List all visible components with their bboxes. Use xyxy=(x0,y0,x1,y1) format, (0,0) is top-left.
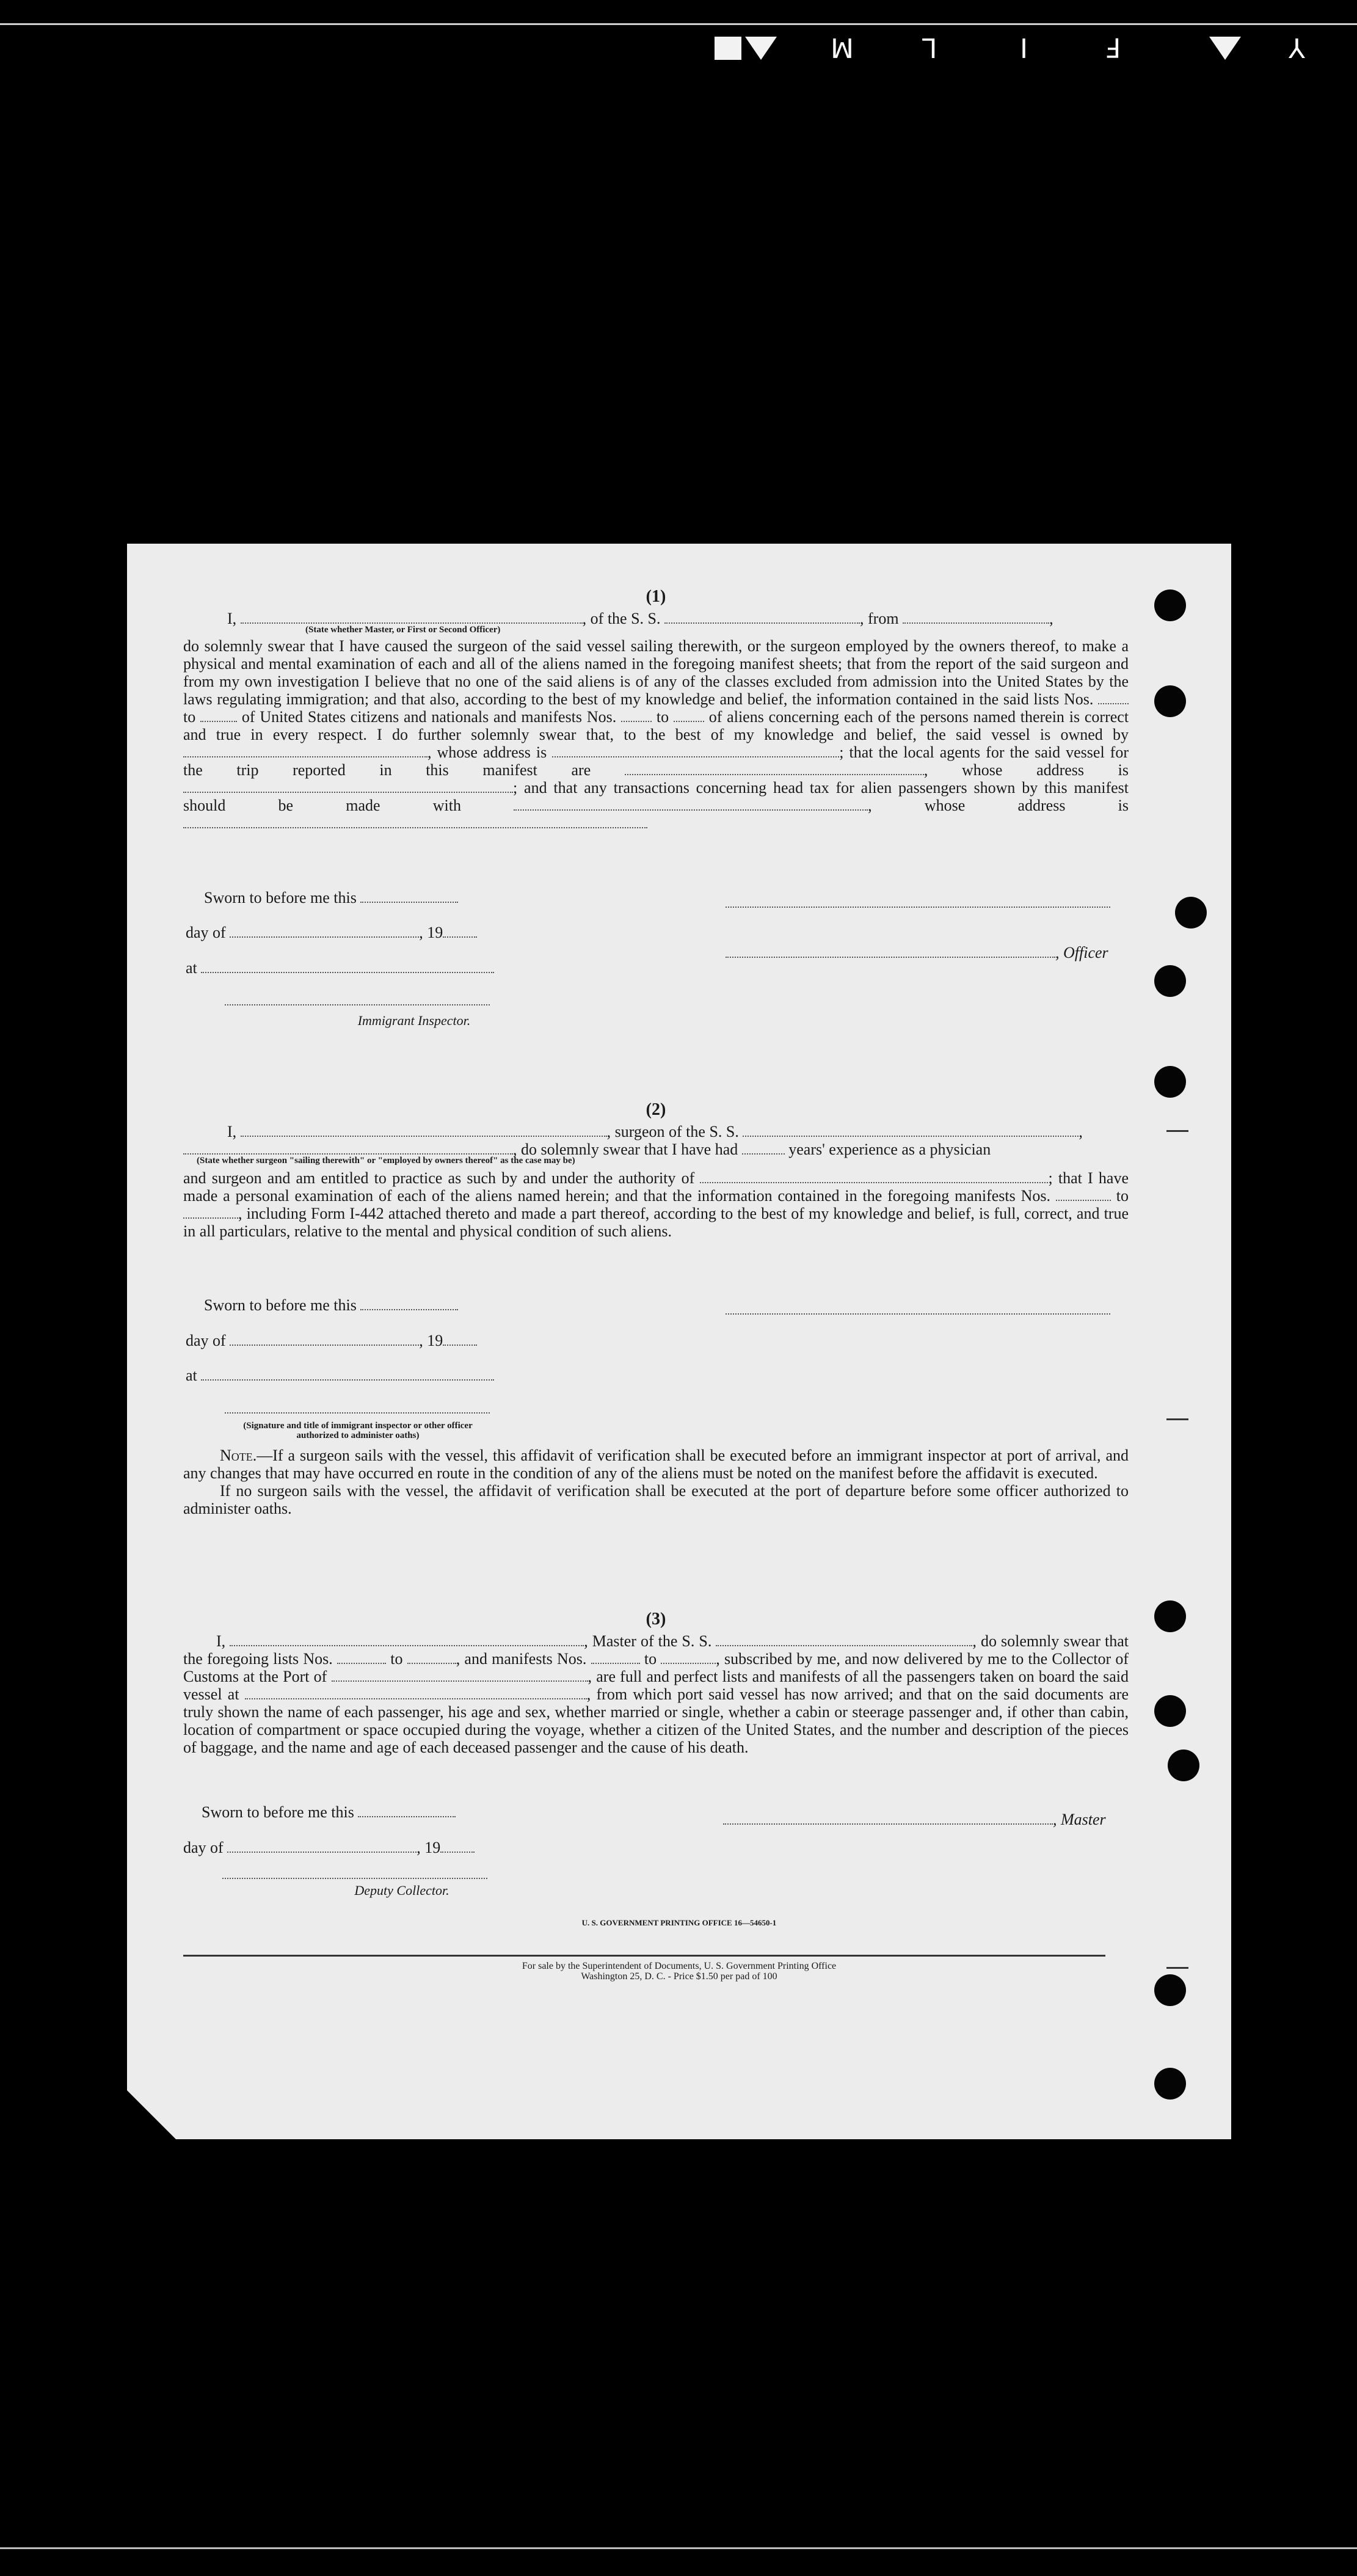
deputy-collector-caption: Deputy Collector. xyxy=(354,1883,449,1898)
punch-hole xyxy=(1154,685,1186,717)
surgeon-name-blank xyxy=(241,1123,607,1137)
note-paragraph-1: Note.—If a surgeon sails with the vessel, this affidavit of verification shall be executed before an immigrant inspector at port of arrival, and any changes that may have occurred en route in the condition of any of the aliens must be noted on the manifest before the affidavit is executed. xyxy=(183,1447,1129,1482)
film-letter-f: F xyxy=(1105,32,1121,63)
punch-hole xyxy=(1168,1750,1199,1781)
sale-notice-line-1: For sale by the Superintendent of Documents, U. S. Government Printing Office xyxy=(522,1961,837,1971)
owner-blank xyxy=(183,744,427,757)
punch-hole xyxy=(1154,2068,1186,2100)
officer-title-blank xyxy=(241,610,583,624)
film-letter-y: Y xyxy=(1289,32,1305,63)
affidavit-section-3 xyxy=(183,1610,1129,1756)
film-strip-marks xyxy=(702,32,1350,68)
surgeon-status-blank xyxy=(183,1141,513,1155)
port-blank xyxy=(332,1668,588,1682)
section-1-oath-text: do solemnly swear that I have caused the surgeon of the said vessel sailing therewith, or the surgeon employed by the owners thereof, to make a physical and mental examination of each and all of the aliens named in the foregoing manifest sheets; that from the report of the said surgeon and from my own investigation I believe that no one of the said aliens is of any of the classes excluded from admission into the United States by the laws regulating immigration; and that also, according to the best of my knowledge and belief, the information contained in the said lists Nos. to of United States citizens and nationals and manifests Nos. to of aliens concerning each of the persons named therein is correct and true in every respect. I do further solemnly swear that, to the best of my knowledge and belief, the said vessel is owned by , whose address is ; that the local agents for the said vessel for the trip reported in this manifest are , whose address is ; and that any transactions concerning head tax for alien passengers shown by this manifest should be made with , whose address is xyxy=(183,637,1129,832)
surgeon-status-caption: (State whether surgeon "sailing therewith" or "employed by owners thereof" as the case may be) xyxy=(197,1156,575,1166)
payee-address-blank xyxy=(183,815,647,828)
margin-mark xyxy=(1166,1418,1188,1420)
section-number: (2) xyxy=(646,1100,666,1119)
section-2-note xyxy=(183,1447,1129,1517)
punch-hole xyxy=(1154,1695,1186,1727)
day-line-2: day of , 19 xyxy=(186,1332,477,1350)
section-2-second-line: , do solemnly swear that I have had years' experience as a physician xyxy=(183,1140,1129,1158)
owner-address-blank xyxy=(552,744,839,757)
film-square-mark xyxy=(715,37,741,60)
sworn-line-1: Sworn to before me this xyxy=(204,889,458,907)
film-edge-line-bottom xyxy=(0,2547,1357,2549)
years-experience-blank xyxy=(742,1141,785,1155)
collector-signature-line xyxy=(222,1877,487,1879)
embarkation-port-blank xyxy=(245,1686,587,1699)
authority-blank xyxy=(700,1170,1048,1183)
affidavit-page xyxy=(127,544,1231,2139)
section-3-oath-text: I, , Master of the S. S. , do solemnly swear that the foregoing lists Nos. to , and manifests Nos. to , subscribed by me, and now delivered by me to the Collector of Customs at the Port of , are full and perfect lists and manifests of all the passengers taken on board the said vessel at , from which port said vessel has now arrived; and that on the said documents are truly shown the name of each passenger, his age and sex, whether married or single, whether a cabin or steerage passenger and, if other than cabin, location of compartment or space occupied during the voyage, whether a citizen of the United States, and the number and description of the pieces of baggage, and the name and age of each deceased passenger and the cause of his death. xyxy=(183,1632,1129,1756)
inspector-signature-line-2 xyxy=(225,1411,490,1414)
gpo-imprint: U. S. GOVERNMENT PRINTING OFFICE 16—54650-1 xyxy=(581,1918,777,1927)
surgeon-signature-line xyxy=(726,1312,1110,1315)
sale-notice-line-2: Washington 25, D. C. - Price $1.50 per pad of 100 xyxy=(581,1971,777,1982)
section-2-oath-text: and surgeon and am entitled to practice as such by and under the authority of ; that I have made a personal examination of each of the aliens named herein; and that the information contained in the foregoing manifests Nos. to , including Form I-442 attached thereto and made a part thereof, according to the best of my knowledge and belief, is full, correct, and true in all particulars, relative to the mental and physical condition of such aliens. xyxy=(183,1169,1129,1240)
vessel-name-blank xyxy=(664,610,860,624)
section-number: (1) xyxy=(646,587,666,606)
officer-title-caption: (State whether Master, or First or Second Officer) xyxy=(305,625,501,635)
inspector-signature-line xyxy=(225,1003,490,1005)
master-name-blank xyxy=(230,1633,584,1646)
signature-caption: (Signature and title of immigrant inspector or other officer authorized to administer oaths) xyxy=(243,1421,473,1440)
section-number: (3) xyxy=(646,1610,666,1629)
sworn-line-3: Sworn to before me this xyxy=(202,1803,456,1822)
day-line-1: day of , 19 xyxy=(186,924,477,942)
punch-hole xyxy=(1154,1600,1186,1632)
margin-mark xyxy=(1166,1130,1188,1132)
affidavit-section-1 xyxy=(183,588,1129,832)
punch-hole xyxy=(1154,965,1186,997)
section-2-first-line: I, , surgeon of the S. S. , xyxy=(227,1123,1083,1140)
day-line-3: day of , 19 xyxy=(183,1839,475,1857)
film-letter-m: M xyxy=(831,32,854,63)
note-paragraph-2: If no surgeon sails with the vessel, the affidavit of verification shall be executed at the port of departure before some officer authorized to administer oaths. xyxy=(183,1482,1129,1517)
punch-hole xyxy=(1154,1066,1186,1098)
at-line-2: at xyxy=(186,1366,494,1385)
film-triangle-mark xyxy=(1209,37,1241,60)
film-letter-i: I xyxy=(1020,32,1028,63)
film-edge-line-top xyxy=(0,23,1357,25)
port-from-blank xyxy=(903,610,1049,624)
master-signature-line: , Master xyxy=(723,1811,1106,1829)
officer-signature-line-1 xyxy=(726,905,1110,908)
sworn-line-2: Sworn to before me this xyxy=(204,1296,458,1315)
film-triangle-mark xyxy=(745,37,777,60)
section-1-first-line: I, , of the S. S. , from , xyxy=(227,610,1053,627)
page-corner-cut xyxy=(127,2090,176,2139)
at-line-1: at xyxy=(186,959,494,977)
vessel-name-blank-2 xyxy=(743,1123,1079,1137)
head-tax-payee-blank xyxy=(514,797,868,811)
film-letter-l: L xyxy=(922,32,937,63)
punch-hole xyxy=(1154,589,1186,621)
vessel-name-blank-3 xyxy=(716,1633,972,1646)
agents-blank xyxy=(625,762,924,775)
immigrant-inspector-caption: Immigrant Inspector. xyxy=(357,1013,471,1028)
footer-rule xyxy=(183,1955,1105,1957)
officer-signature-line-2: , Officer xyxy=(726,944,1108,962)
agents-address-blank xyxy=(183,779,513,793)
punch-hole xyxy=(1175,897,1207,929)
affidavit-section-2 xyxy=(183,1101,1129,1240)
